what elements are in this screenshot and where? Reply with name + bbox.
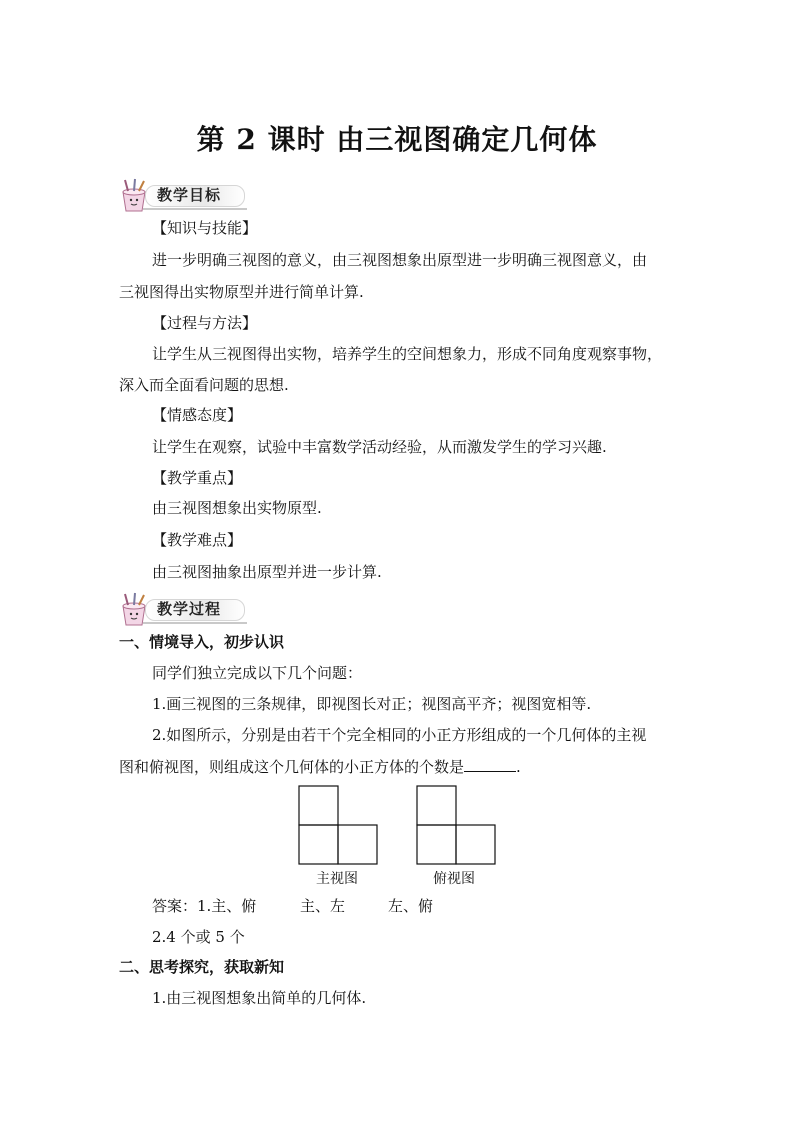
- knowledge-text-1: 进一步明确三视图的意义，由三视图想象出原型进一步明确三视图意义，由: [152, 251, 648, 269]
- difficulty-text: 由三视图抽象出原型并进一步计算.: [152, 563, 382, 581]
- intro-text: 同学们独立完成以下几个问题：: [152, 664, 363, 682]
- method-text-1: 让学生从三视图得出实物，培养学生的空间想象力，形成不同角度观察事物，: [152, 345, 663, 363]
- caption-top-view: 俯视图: [433, 871, 475, 887]
- knowledge-text-2: 三视图得出实物原型并进行简单计算.: [119, 283, 364, 301]
- section-banner-goals: [117, 178, 247, 214]
- key-point-heading: 【教学重点】: [152, 469, 243, 487]
- attitude-heading: 【情感态度】: [152, 406, 243, 424]
- answer-blank: [464, 757, 516, 772]
- question-1: 1.画三视图的三条规律，即视图长对正；视图高平齐；视图宽相等.: [152, 695, 592, 713]
- section-banner-process: [117, 592, 247, 628]
- attitude-text-1: 让学生在观察，试验中丰富数学活动经验，从而激发学生的学习兴趣.: [152, 438, 607, 456]
- question-2-line-2: 图和俯视图，则组成这个几何体的小正方体的个数是 .: [119, 758, 521, 776]
- banner-process-label: 教学过程: [157, 600, 222, 618]
- answer-2: 2.4 个或 5 个: [152, 928, 245, 946]
- answer-1-label: 答案：1.主、俯: [152, 897, 257, 915]
- section-1-heading: 一、情境导入，初步认识: [119, 633, 285, 651]
- answer-1-part-2: 主、左: [300, 897, 346, 915]
- caption-front-view: 主视图: [316, 871, 358, 887]
- key-point-text: 由三视图想象出实物原型.: [152, 499, 322, 517]
- page-title: 第 2 课时 由三视图确定几何体: [196, 123, 598, 156]
- section-2-heading: 二、思考探究，获取新知: [119, 958, 285, 976]
- question-2-line-1: 2.如图所示，分别是由若干个完全相同的小正方形组成的一个几何体的主视: [152, 726, 647, 744]
- front-view-figure: [299, 786, 377, 864]
- method-heading: 【过程与方法】: [152, 314, 258, 332]
- knowledge-heading: 【知识与技能】: [152, 219, 258, 237]
- three-view-figures: [290, 782, 510, 866]
- difficulty-heading: 【教学难点】: [152, 531, 243, 549]
- banner-goals-label: 教学目标: [157, 186, 222, 204]
- answer-1-part-3: 左、俯: [388, 897, 434, 915]
- section-2-item-1: 1.由三视图想象出简单的几何体.: [152, 989, 367, 1007]
- method-text-2: 深入而全面看问题的思想.: [119, 376, 289, 394]
- top-view-figure: [417, 786, 495, 864]
